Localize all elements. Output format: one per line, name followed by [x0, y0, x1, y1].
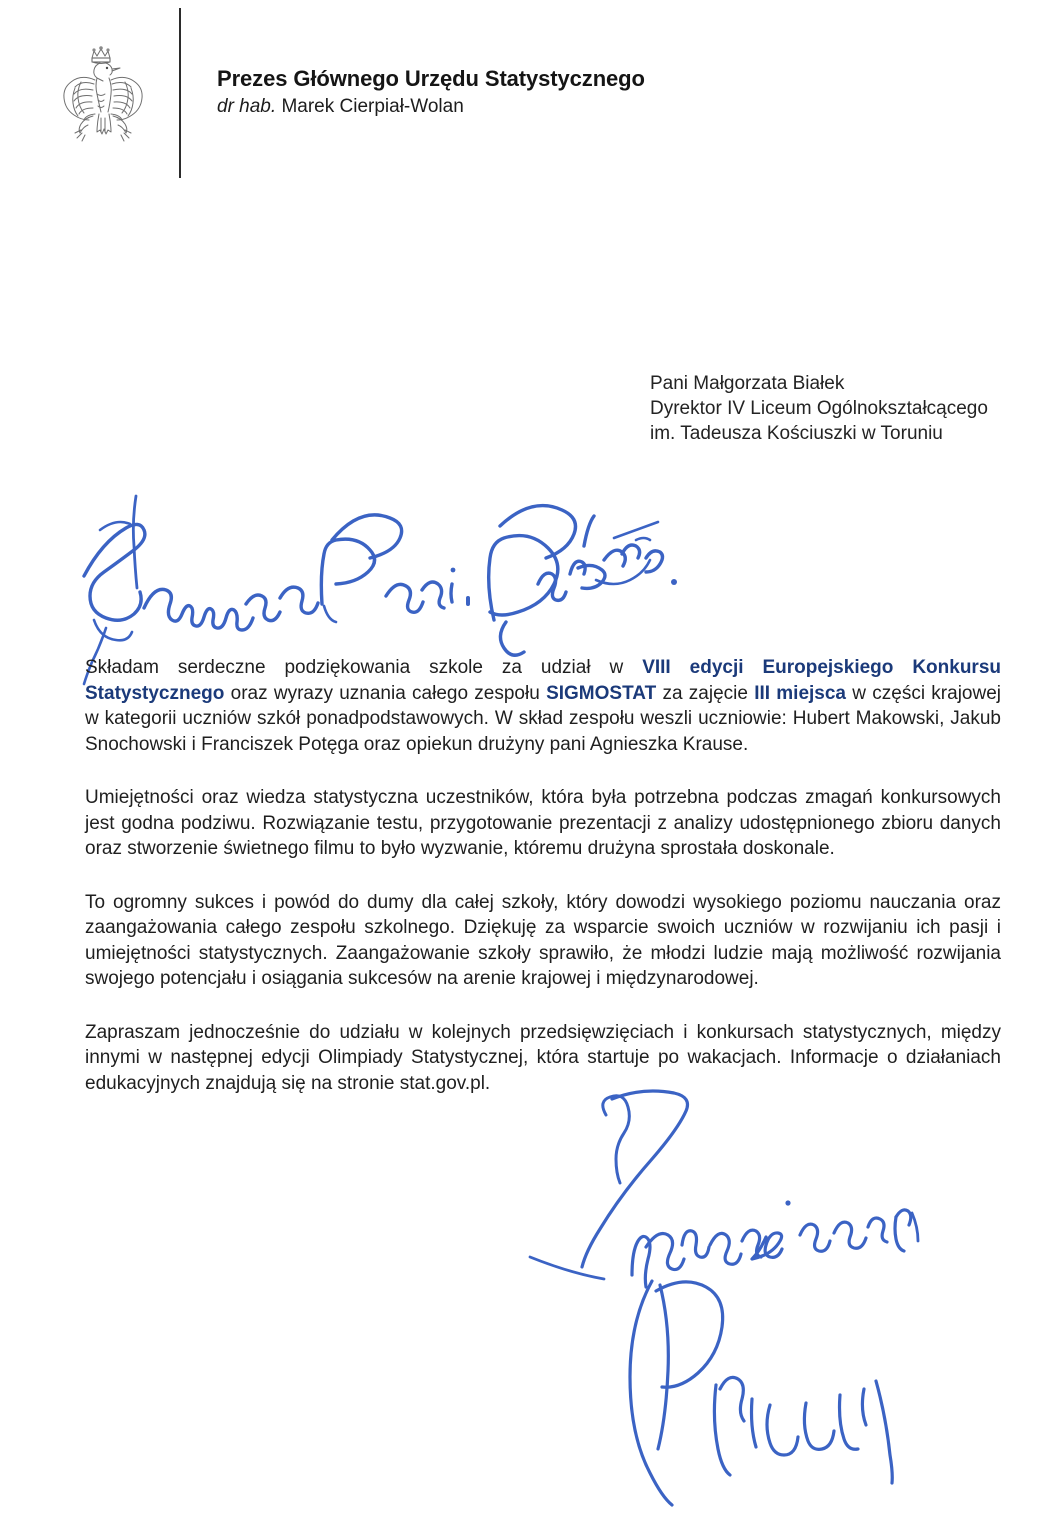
handwritten-salutation	[70, 480, 710, 675]
p1-highlight-team: SIGMOSTAT	[546, 682, 657, 704]
letterhead	[0, 0, 1062, 190]
recipient-block	[650, 371, 1050, 446]
letterhead-divider	[179, 8, 181, 178]
p1-text-c: oraz wyrazy uznania całego zespołu	[224, 682, 547, 704]
p1-text-e: w części krajowej w kategorii uczniów szkół ponadpodstawowych. W skład zespołu weszli uczniowie: Hubert Makowski, Jakub Snochowski i Franciszek Potęga oraz opiekun drużyny pani Agnieszka Krause.	[85, 682, 1001, 755]
paragraph-2: Umiejętności oraz wiedza statystyczna uczestników, która była potrzebna podczas zmagań konkursowych jest godna podziwu. Rozwiązanie testu, przygotowanie prezentacji z analizy udostępnionego zbioru danych oraz stworzenie świetnego filmu to było wyzwanie, któremu drużyna sprostała doskonale.	[85, 787, 1001, 859]
letterhead-text	[217, 65, 817, 119]
letterhead-author	[217, 95, 817, 120]
letter-body	[85, 655, 1001, 1096]
paragraph-4: Zapraszam jednocześnie do udziału w kolejnych przedsięwzięciach i konkursach statystycznych, między innymi w następnej edycji Olimpiady Statystycznej, która startuje po wakacjach. Informacje o działaniach edukacyjnych znajdują się na stronie stat.gov.pl.	[85, 1021, 1001, 1094]
letterhead-name: Marek Cierpiał-Wolan	[281, 95, 464, 117]
p1-highlight-place: III miejsca	[754, 682, 847, 704]
recipient-line-2: Dyrektor IV Liceum Ogólnokształcącego	[650, 398, 988, 419]
polish-eagle-emblem	[45, 38, 157, 150]
letterhead-title: Prezes Głównego Urzędu Statystycznego	[217, 66, 645, 91]
paragraph-1	[85, 655, 1001, 757]
paragraph-3: To ogromny sukces i powód do dumy dla całej szkoły, który dowodzi wysokiego poziomu nauczania oraz zaangażowania całego zespołu szkolnego. Dziękuję za wsparcie swoich uczniów w rozwijaniu ich pasji i umiejętności statystycznych. Zaangażowanie szkoły sprawiło, że młodzi ludzie mają możliwość rozwijania swojego potencjału i osiągania sukcesów na arenie krajowej i międzynarodowej.	[85, 891, 1001, 989]
recipient-line-3: im. Tadeusza Kościuszki w Toruniu	[650, 423, 943, 444]
handwritten-signature	[520, 1085, 1000, 1515]
p1-text-a: Składam serdeczne podziękowania szkole za udział w	[85, 657, 643, 678]
recipient-line-1: Pani Małgorzata Białek	[650, 373, 845, 394]
p1-highlight-competition: VIII edycji Europejskiego Konkursu Statystycznego	[85, 657, 1001, 704]
p1-text-d: za zajęcie	[656, 682, 755, 704]
letterhead-degree: dr hab.	[217, 95, 277, 117]
